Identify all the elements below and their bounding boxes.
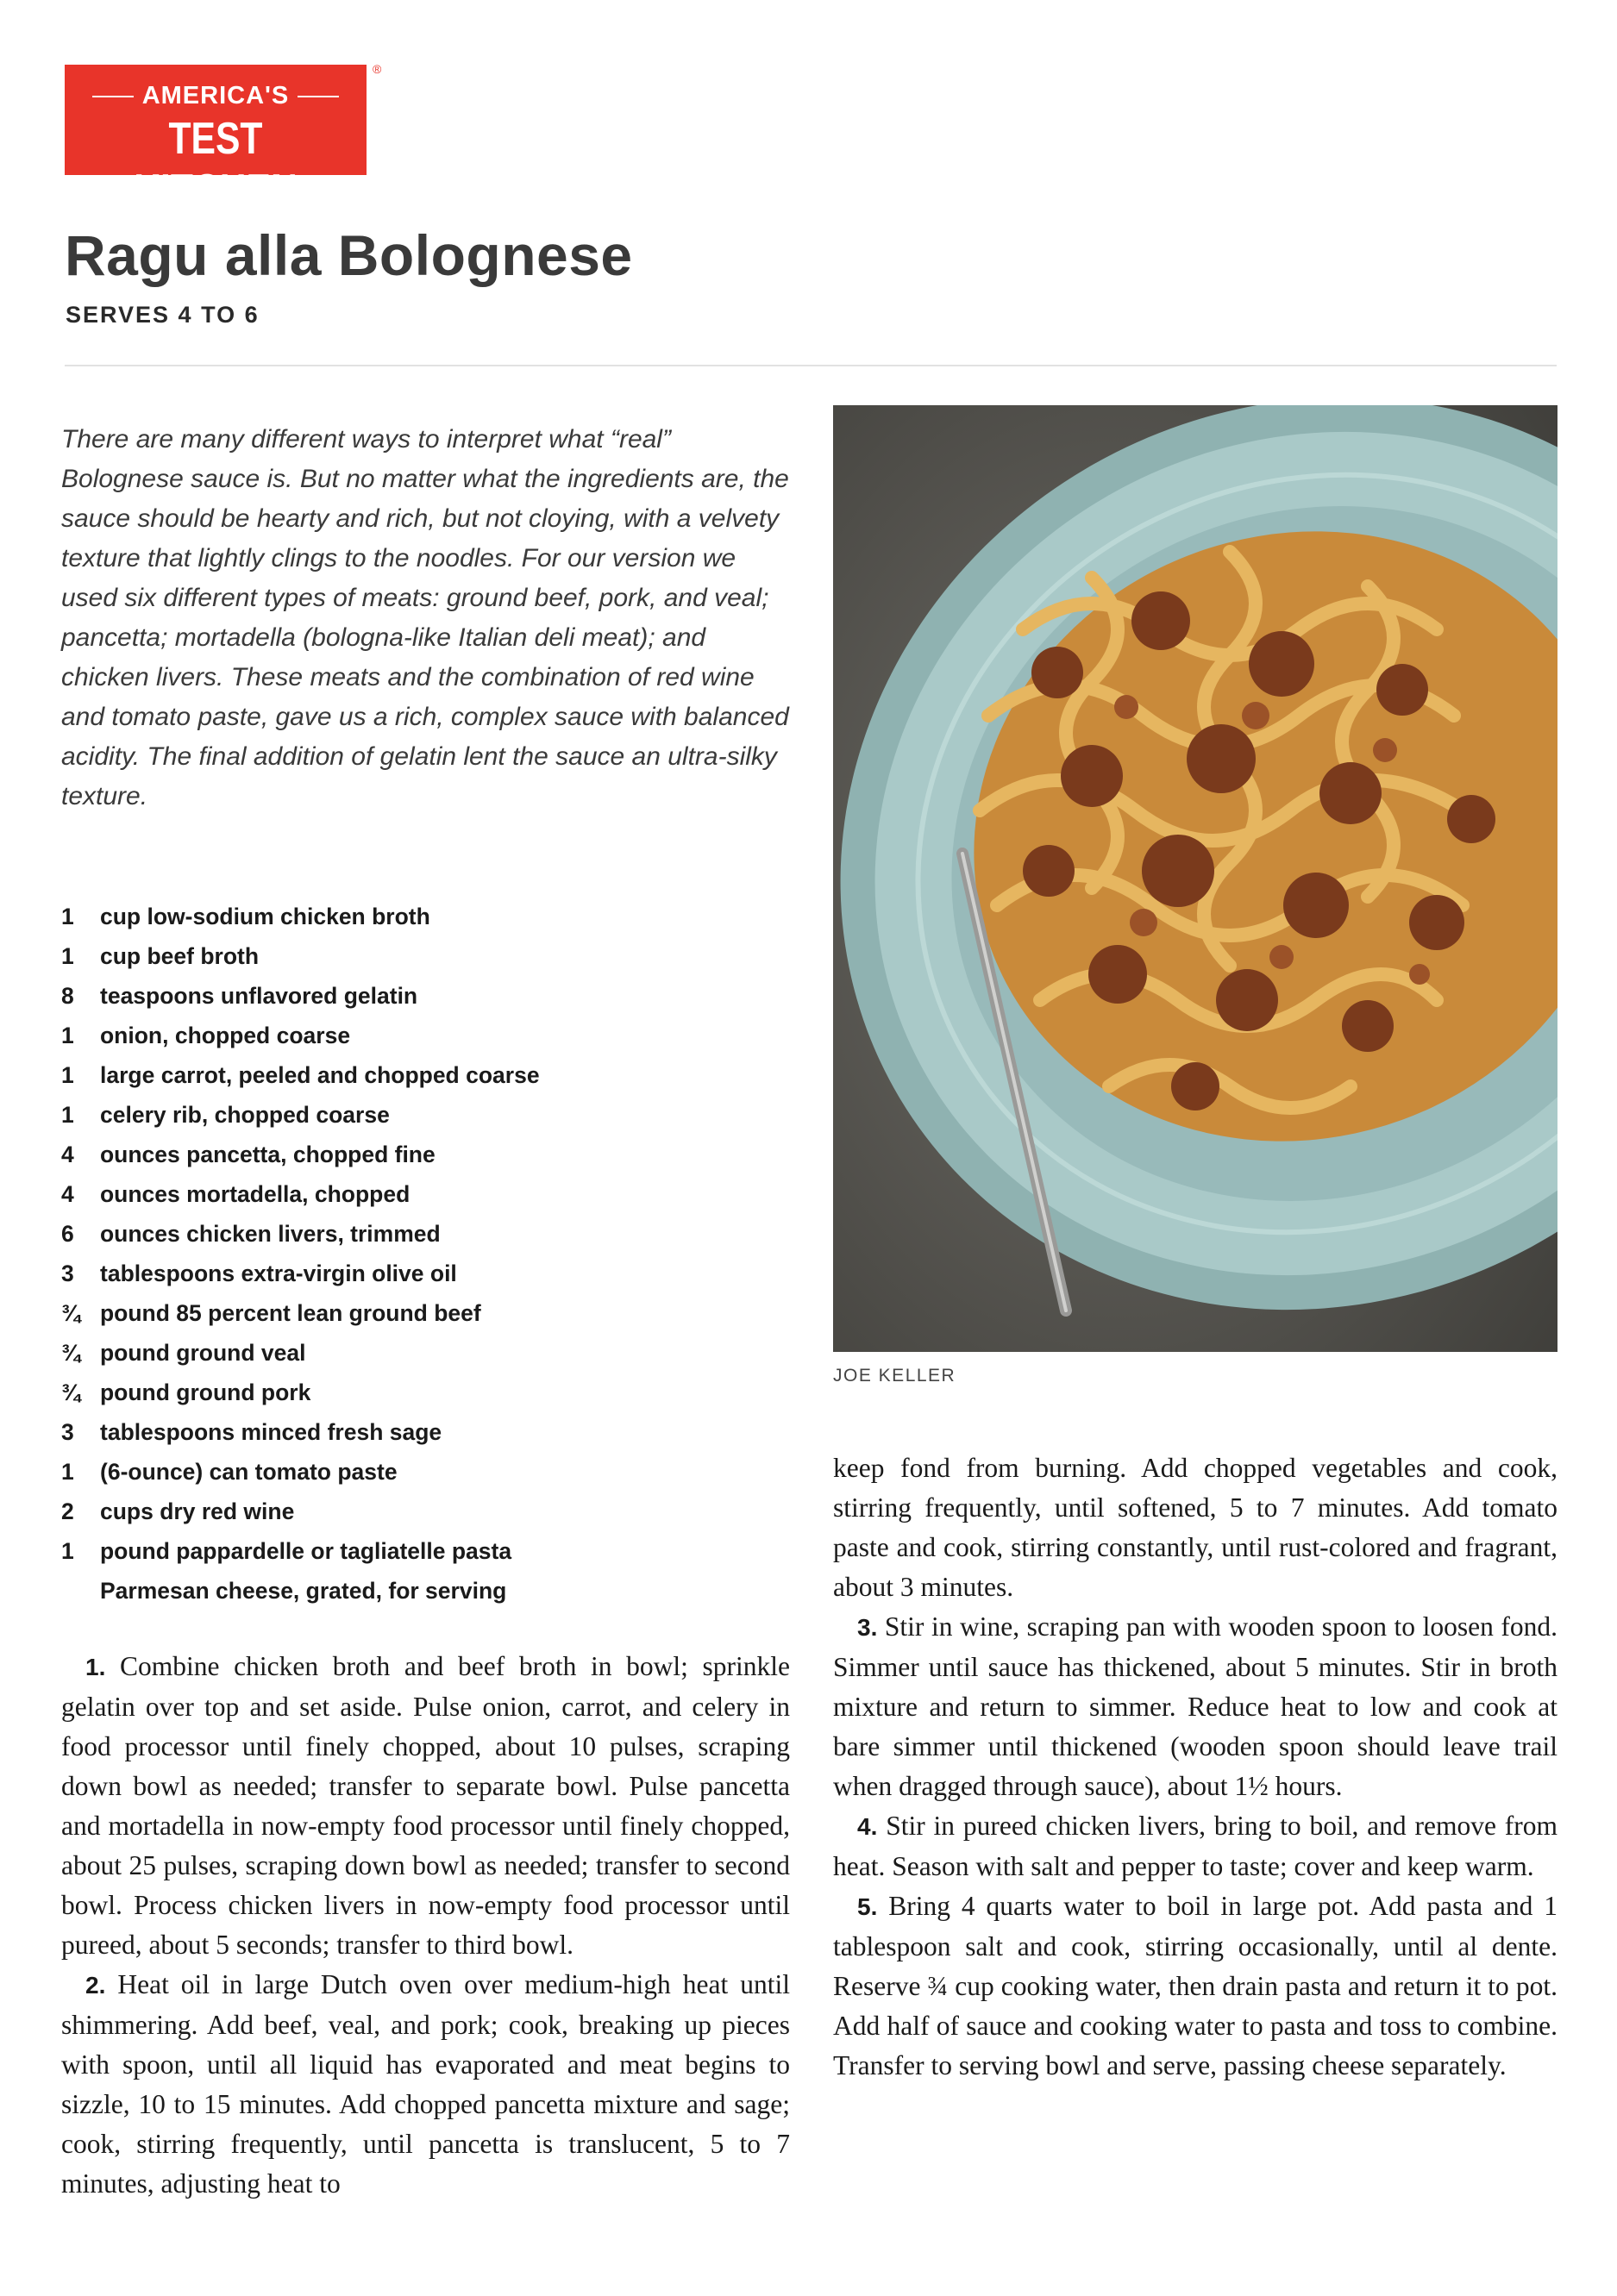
recipe-intro: There are many different ways to interpret what “real” Bolognese sauce is. But no matter what the ingredients are, the sauce should be hearty and rich, but not cloying, with a velvety texture that lightly clings to the noodles. For our version we used six different types of meats: ground beef, pork, and veal; pancetta; mortadella (bologna-like Italian deli meat); and chicken livers. These meats and the combination of red wine and tomato paste, gave us a rich, complex sauce with balanced acidity. The final addition of gelatin lent the sauce an ultra-silky texture. <box>61 425 789 810</box>
brand-logo <box>65 65 367 216</box>
ingredient-qty: 1 <box>61 1538 74 1564</box>
ingredient-qty: 1 <box>61 904 74 929</box>
instruction-step <box>61 1647 790 1965</box>
ingredient-text: onion, chopped coarse <box>100 1023 351 1048</box>
ingredient-item <box>61 1571 794 1611</box>
instructions-column-left <box>61 1647 790 2204</box>
ingredient-qty: 3 <box>61 1261 74 1286</box>
ingredient-item <box>61 1016 794 1055</box>
ingredient-text: pound 85 percent lean ground beef <box>100 1300 481 1326</box>
recipe-photo <box>833 405 1557 1352</box>
ingredient-item <box>61 1373 794 1412</box>
step-text: Bring 4 quarts water to boil in large pot. Add pasta and 1 tablespoon salt and cook, stirring occasionally, until al dente. Reserve ¾ cup cooking water, then drain pasta and return it to pot. Add half of sauce and cooking water to pasta and toss to combine. Transfer to serving bowl and serve, passing cheese separately. <box>833 1891 1558 2080</box>
ingredient-text: pound pappardelle or tagliatelle pasta <box>100 1538 512 1564</box>
ingredient-qty: 1 <box>61 1102 74 1128</box>
ingredient-text: tablespoons minced fresh sage <box>100 1419 442 1445</box>
instruction-step <box>833 1607 1557 1806</box>
step-number: 1. <box>85 1654 106 1680</box>
ingredient-text: celery rib, chopped coarse <box>100 1102 390 1128</box>
instructions-column-right <box>833 1448 1557 2086</box>
recipe-title: Ragu alla Bolognese <box>65 223 633 287</box>
ingredient-item <box>61 1293 794 1333</box>
ingredient-text: ounces chicken livers, trimmed <box>100 1221 441 1247</box>
ingredient-item <box>61 1492 794 1531</box>
ingredient-text: ounces mortadella, chopped <box>100 1181 411 1207</box>
step-number: 4. <box>857 1813 878 1840</box>
ingredient-text: cup low-sodium chicken broth <box>100 904 430 929</box>
ingredient-list <box>61 897 794 1611</box>
servings-label: SERVES 4 TO 6 <box>66 302 260 328</box>
ingredient-qty: 1 <box>61 1023 74 1048</box>
registered-mark: ® <box>373 62 382 76</box>
ingredient-qty: 1 <box>61 943 74 969</box>
ingredient-item <box>61 1254 794 1293</box>
photo-credit: JOE KELLER <box>833 1366 956 1386</box>
ingredient-item <box>61 1452 794 1492</box>
step-text: Stir in pureed chicken livers, bring to boil, and remove from heat. Season with salt and pepper to taste; cover and keep warm. <box>833 1811 1557 1881</box>
step-number: 2. <box>85 1972 106 1999</box>
ingredient-text: pound ground veal <box>100 1340 306 1366</box>
ingredient-text: cups dry red wine <box>100 1498 295 1524</box>
ingredient-item <box>61 1214 794 1254</box>
brand-line1: AMERICA'S <box>65 82 367 110</box>
ingredient-text: Parmesan cheese, grated, for serving <box>100 1578 507 1604</box>
ingredient-text: (6-ounce) can tomato paste <box>100 1459 398 1485</box>
ingredient-item <box>61 976 794 1016</box>
ingredient-qty: 6 <box>61 1221 74 1247</box>
header-divider <box>65 365 1557 366</box>
step-text: Heat oil in large Dutch oven over medium-high heat until shimmering. Add beef, veal, and pork; cook, breaking up pieces with spoon, until all liquid has evaporated and meat begins to sizzle, 10 to 15 minutes. Add chopped pancetta mixture and sage; cook, stirring frequently, until pancetta is translucent, 5 to 7 minutes, adjusting heat to <box>61 1969 791 2199</box>
ingredient-item <box>61 1412 794 1452</box>
ingredient-text: cup beef broth <box>100 943 260 969</box>
ingredient-qty: 1 <box>61 1459 74 1485</box>
instruction-step-continued <box>833 1448 1557 1607</box>
ingredient-item <box>61 1174 794 1214</box>
ingredient-item <box>61 1333 794 1373</box>
brand-line2: TEST KITCHEN <box>134 114 298 216</box>
ingredient-qty: ¾ <box>61 1379 81 1405</box>
ingredient-qty: 2 <box>61 1498 74 1524</box>
plate-of-pasta-icon <box>833 405 1557 1352</box>
ingredient-item <box>61 1135 794 1174</box>
step-text: Stir in wine, scraping pan with wooden spoon to loosen fond. Simmer until sauce has thickened, about 5 minutes. Stir in broth mixture and return to simmer. Reduce heat to low and cook at bare simmer until thickened (wooden spoon should leave trail when dragged through sauce), about 1½ hours. <box>833 1611 1557 1801</box>
step-text: keep fond from burning. Add chopped vegetables and cook, stirring frequently, until softened, 5 to 7 minutes. Add tomato paste and cook, stirring constantly, until rust-colored and fragrant, about 3 minutes. <box>833 1453 1557 1602</box>
ingredient-qty: ¾ <box>61 1300 81 1326</box>
instruction-step <box>833 1806 1557 1886</box>
ingredient-text: large carrot, peeled and chopped coarse <box>100 1062 540 1088</box>
ingredient-qty: 1 <box>61 1062 74 1088</box>
step-number: 5. <box>857 1893 878 1920</box>
ingredient-item <box>61 1095 794 1135</box>
ingredient-qty: 3 <box>61 1419 74 1445</box>
step-number: 3. <box>857 1614 878 1641</box>
ingredient-qty: 4 <box>61 1181 74 1207</box>
ingredient-item <box>61 1055 794 1095</box>
ingredient-text: ounces pancetta, chopped fine <box>100 1142 436 1167</box>
instruction-step <box>833 1886 1557 2086</box>
ingredient-text: pound ground pork <box>100 1379 311 1405</box>
ingredient-qty: ¾ <box>61 1340 81 1366</box>
ingredient-text: tablespoons extra-virgin olive oil <box>100 1261 457 1286</box>
instruction-step <box>61 1965 790 2204</box>
ingredient-item <box>61 936 794 976</box>
step-text: Combine chicken broth and beef broth in bowl; sprinkle gelatin over top and set aside. Pulse onion, carrot, and celery in food processor until finely chopped, about 10 pulses, scraping down bowl as needed; transfer to separate bowl. Pulse pancetta and mortadella in now-empty food processor until finely chopped, about 25 pulses, scraping down bowl as needed; transfer to second bowl. Process chicken livers in now-empty food processor until pureed, about 5 seconds; transfer to third bowl. <box>61 1651 791 1960</box>
ingredient-item <box>61 1531 794 1571</box>
ingredient-text: teaspoons unflavored gelatin <box>100 983 418 1009</box>
ingredient-item <box>61 897 794 936</box>
ingredient-qty: 4 <box>61 1142 74 1167</box>
ingredient-qty: 8 <box>61 983 74 1009</box>
